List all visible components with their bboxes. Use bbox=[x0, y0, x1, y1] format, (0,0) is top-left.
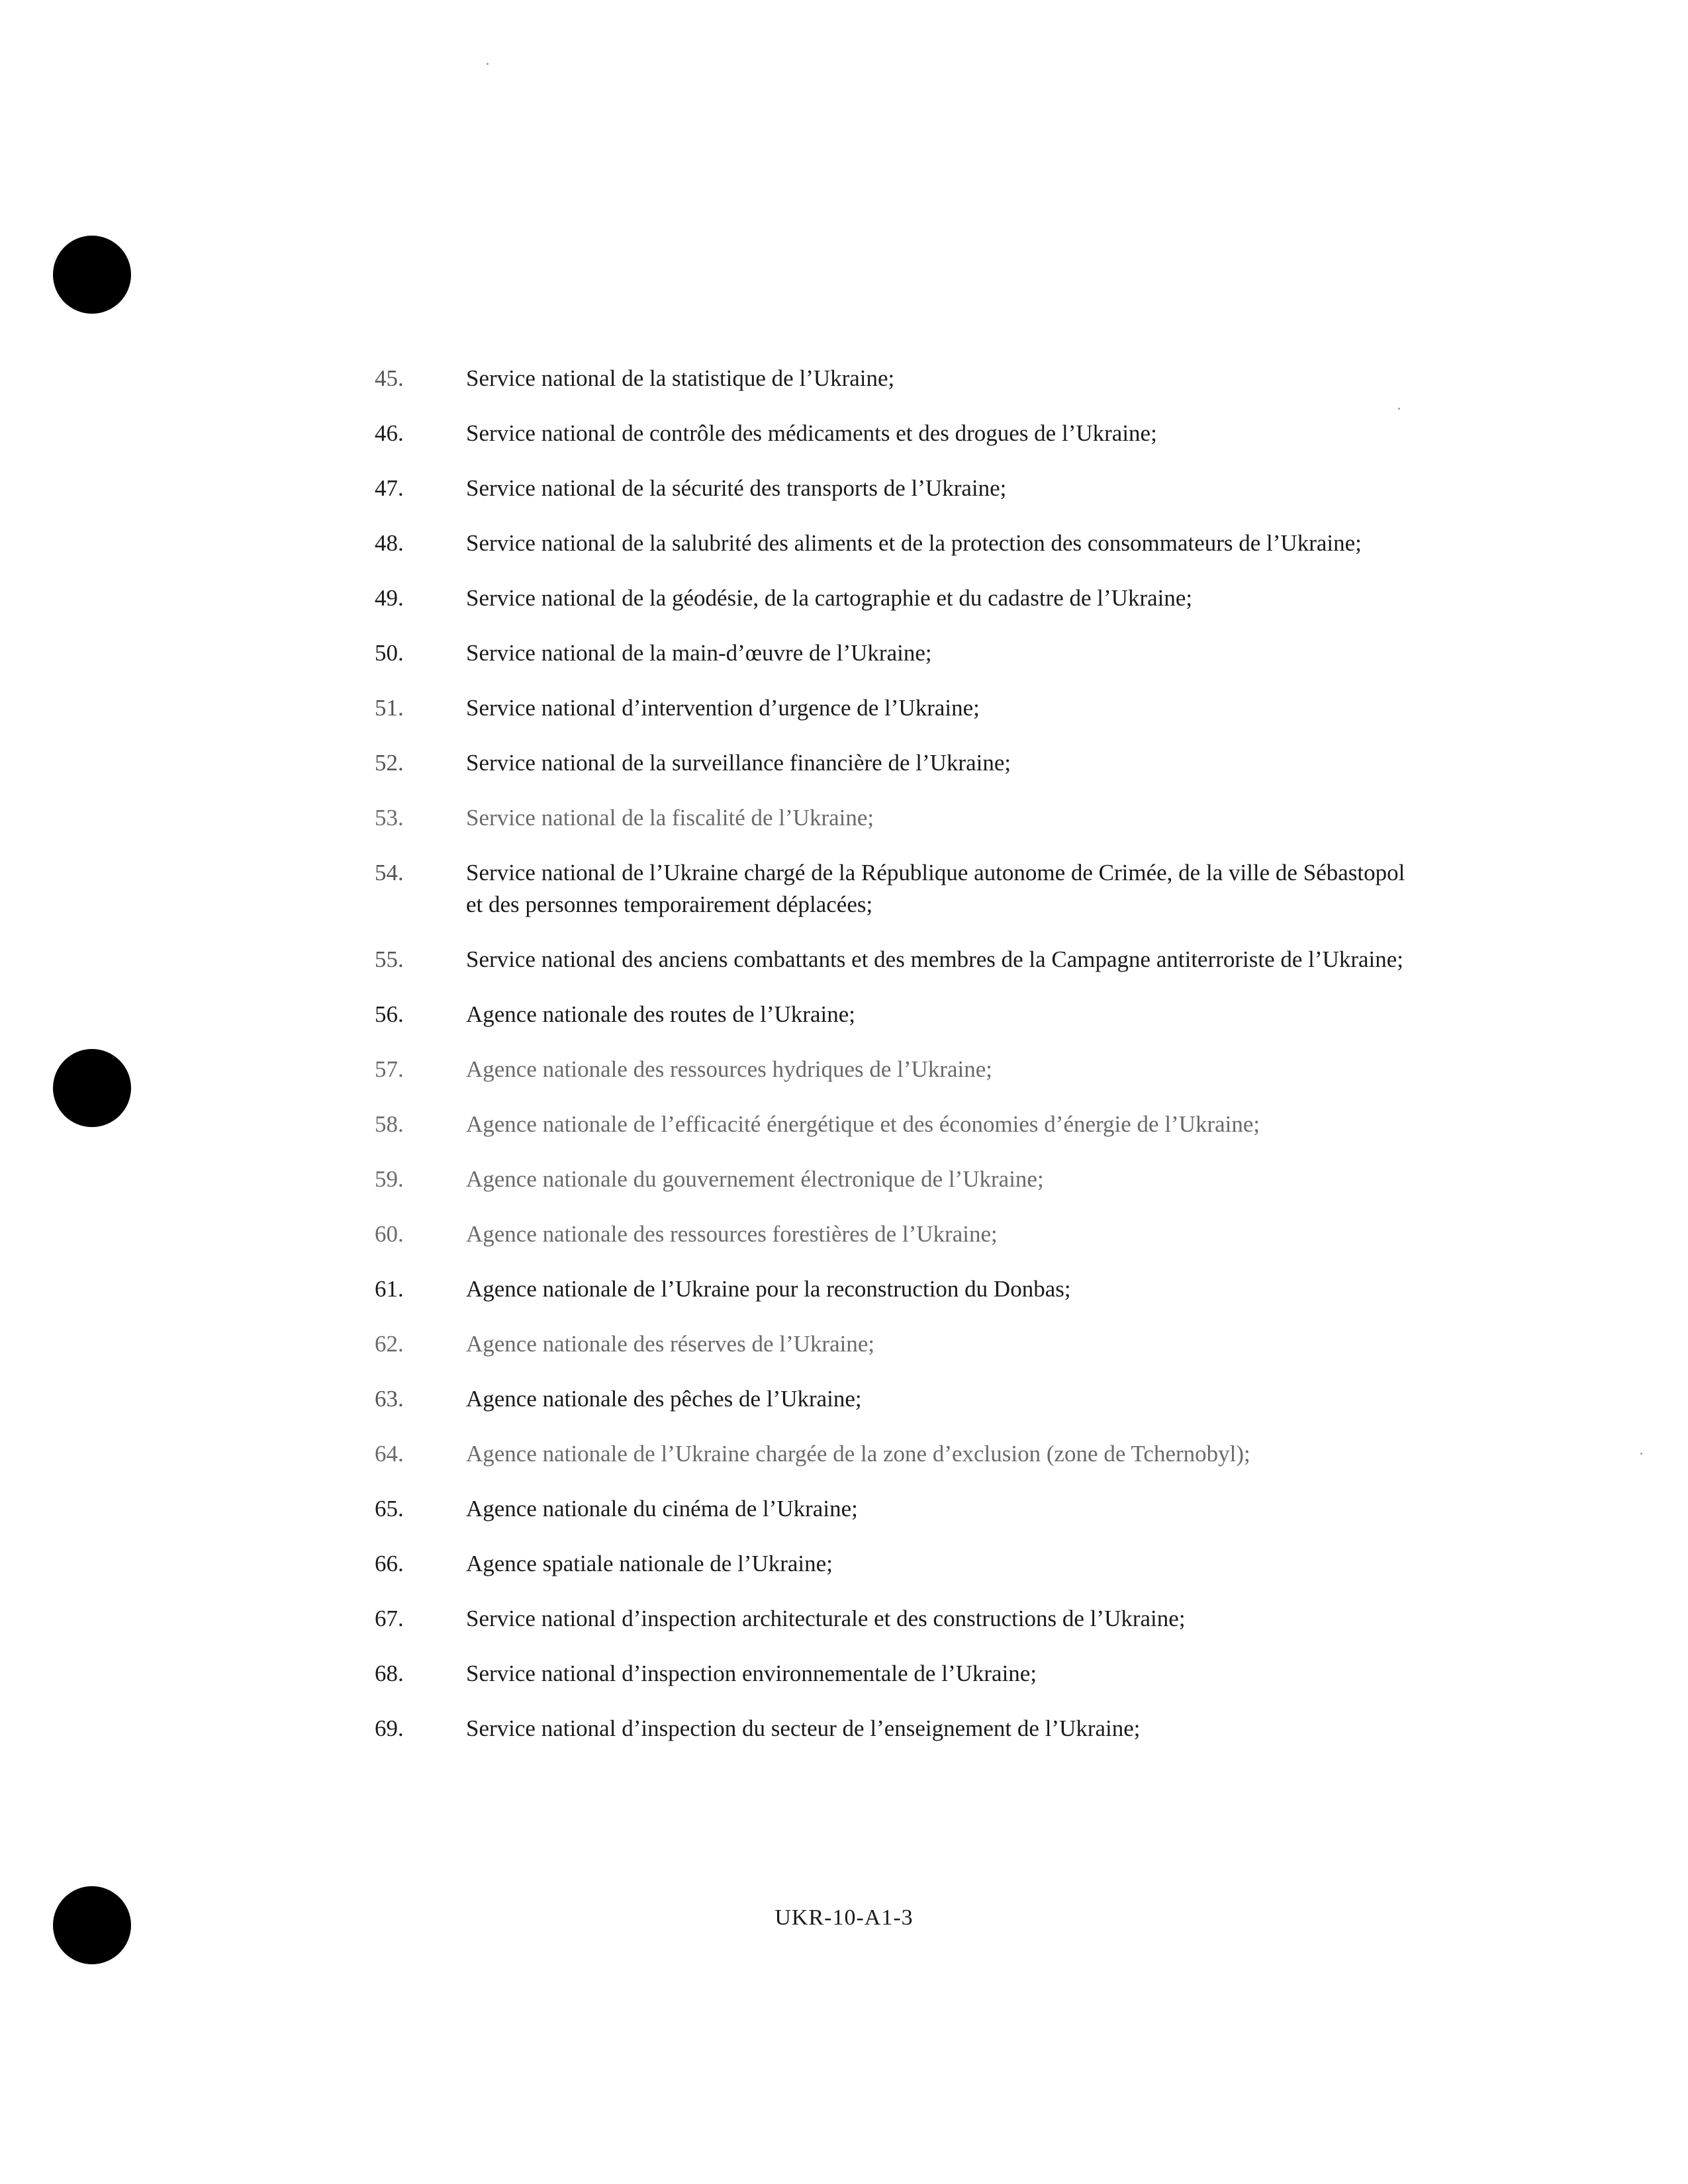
item-number: 62. bbox=[375, 1331, 404, 1357]
item-text: Service national de la géodésie, de la cartographie et du cadastre de l’Ukraine; bbox=[466, 585, 1193, 611]
item-text: Service national de la sécurité des transports de l’Ukraine; bbox=[466, 475, 1007, 501]
list-item bbox=[375, 582, 1407, 614]
list-item bbox=[375, 527, 1407, 559]
list-item bbox=[375, 1603, 1407, 1635]
item-number: 68. bbox=[375, 1661, 404, 1686]
item-number: 69. bbox=[375, 1715, 404, 1741]
item-text: Agence spatiale nationale de l’Ukraine; bbox=[466, 1551, 833, 1576]
item-text: Service national de contrôle des médicaments et des drogues de l’Ukraine; bbox=[466, 420, 1157, 446]
item-number: 65. bbox=[375, 1496, 404, 1522]
item-number: 57. bbox=[375, 1056, 404, 1082]
list-item bbox=[375, 1548, 1407, 1580]
item-number: 61. bbox=[375, 1276, 404, 1302]
list-item bbox=[375, 944, 1407, 976]
list-item bbox=[375, 1658, 1407, 1690]
item-number: 45. bbox=[375, 365, 404, 391]
item-text: Service national d’inspection architecturale et des constructions de l’Ukraine; bbox=[466, 1606, 1186, 1631]
scan-speck bbox=[487, 63, 489, 65]
agency-list bbox=[375, 363, 1407, 1768]
item-text: Service national des anciens combattants et des membres de la Campagne antiterroriste de l’Ukraine; bbox=[466, 946, 1404, 972]
item-number: 53. bbox=[375, 805, 404, 831]
item-number: 63. bbox=[375, 1386, 404, 1412]
item-number: 55. bbox=[375, 946, 404, 972]
list-item bbox=[375, 692, 1407, 724]
list-item bbox=[375, 1713, 1407, 1745]
item-text: Agence nationale de l’Ukraine chargée de la zone d’exclusion (zone de Tchernobyl); bbox=[466, 1441, 1250, 1467]
list-item bbox=[375, 1273, 1407, 1305]
list-item bbox=[375, 637, 1407, 669]
list-item bbox=[375, 1218, 1407, 1250]
item-text: Agence nationale des ressources forestières de l’Ukraine; bbox=[466, 1221, 998, 1247]
item-text: Service national d’inspection environnementale de l’Ukraine; bbox=[466, 1661, 1037, 1686]
list-item bbox=[375, 1163, 1407, 1195]
item-text: Service national de la main-d’œuvre de l’Ukraine; bbox=[466, 640, 932, 666]
item-text: Agence nationale des routes de l’Ukraine; bbox=[466, 1001, 855, 1027]
list-item bbox=[375, 363, 1407, 394]
item-text: Agence nationale du gouvernement électronique de l’Ukraine; bbox=[466, 1166, 1044, 1192]
item-text: Agence nationale de l’Ukraine pour la reconstruction du Donbas; bbox=[466, 1276, 1071, 1302]
item-text: Service national d’intervention d’urgence de l’Ukraine; bbox=[466, 695, 980, 721]
list-item bbox=[375, 857, 1407, 921]
item-number: 46. bbox=[375, 420, 404, 446]
item-text: Agence nationale du cinéma de l’Ukraine; bbox=[466, 1496, 858, 1522]
punch-hole-top bbox=[53, 236, 131, 314]
scan-speck bbox=[1640, 1453, 1642, 1455]
item-text: Agence nationale des pêches de l’Ukraine; bbox=[466, 1386, 862, 1412]
item-number: 66. bbox=[375, 1551, 404, 1576]
item-number: 52. bbox=[375, 750, 404, 776]
list-item bbox=[375, 418, 1407, 449]
list-item bbox=[375, 473, 1407, 504]
item-number: 47. bbox=[375, 475, 404, 501]
item-number: 49. bbox=[375, 585, 404, 611]
item-text: Service national de l’Ukraine chargé de la République autonome de Crimée, de la ville de Sébastopol et des personnes temporairement déplacées; bbox=[466, 860, 1405, 917]
page-footer-code: UKR-10-A1-3 bbox=[774, 1905, 914, 1930]
item-number: 58. bbox=[375, 1111, 404, 1137]
item-text: Agence nationale de l’efficacité énergétique et des économies d’énergie de l’Ukraine; bbox=[466, 1111, 1260, 1137]
item-number: 54. bbox=[375, 860, 404, 886]
list-item bbox=[375, 999, 1407, 1030]
item-text: Service national de la fiscalité de l’Ukraine; bbox=[466, 805, 874, 831]
item-text: Agence nationale des réserves de l’Ukraine; bbox=[466, 1331, 875, 1357]
item-text: Service national de la surveillance financière de l’Ukraine; bbox=[466, 750, 1011, 776]
item-number: 56. bbox=[375, 1001, 404, 1027]
item-text: Service national de la salubrité des aliments et de la protection des consommateurs de l’Ukraine; bbox=[466, 530, 1362, 556]
item-number: 50. bbox=[375, 640, 404, 666]
list-item bbox=[375, 1383, 1407, 1415]
list-item bbox=[375, 802, 1407, 834]
item-text: Agence nationale des ressources hydriques de l’Ukraine; bbox=[466, 1056, 992, 1082]
item-text: Service national d’inspection du secteur de l’enseignement de l’Ukraine; bbox=[466, 1715, 1141, 1741]
list-item bbox=[375, 1109, 1407, 1140]
list-item bbox=[375, 1328, 1407, 1360]
item-number: 51. bbox=[375, 695, 404, 721]
item-number: 60. bbox=[375, 1221, 404, 1247]
item-number: 48. bbox=[375, 530, 404, 556]
list-item bbox=[375, 1493, 1407, 1525]
punch-hole-middle bbox=[53, 1049, 131, 1127]
item-number: 59. bbox=[375, 1166, 404, 1192]
item-text: Service national de la statistique de l’Ukraine; bbox=[466, 365, 895, 391]
item-number: 67. bbox=[375, 1606, 404, 1631]
list-item bbox=[375, 1054, 1407, 1085]
list-item bbox=[375, 747, 1407, 779]
item-number: 64. bbox=[375, 1441, 404, 1467]
list-item bbox=[375, 1438, 1407, 1470]
